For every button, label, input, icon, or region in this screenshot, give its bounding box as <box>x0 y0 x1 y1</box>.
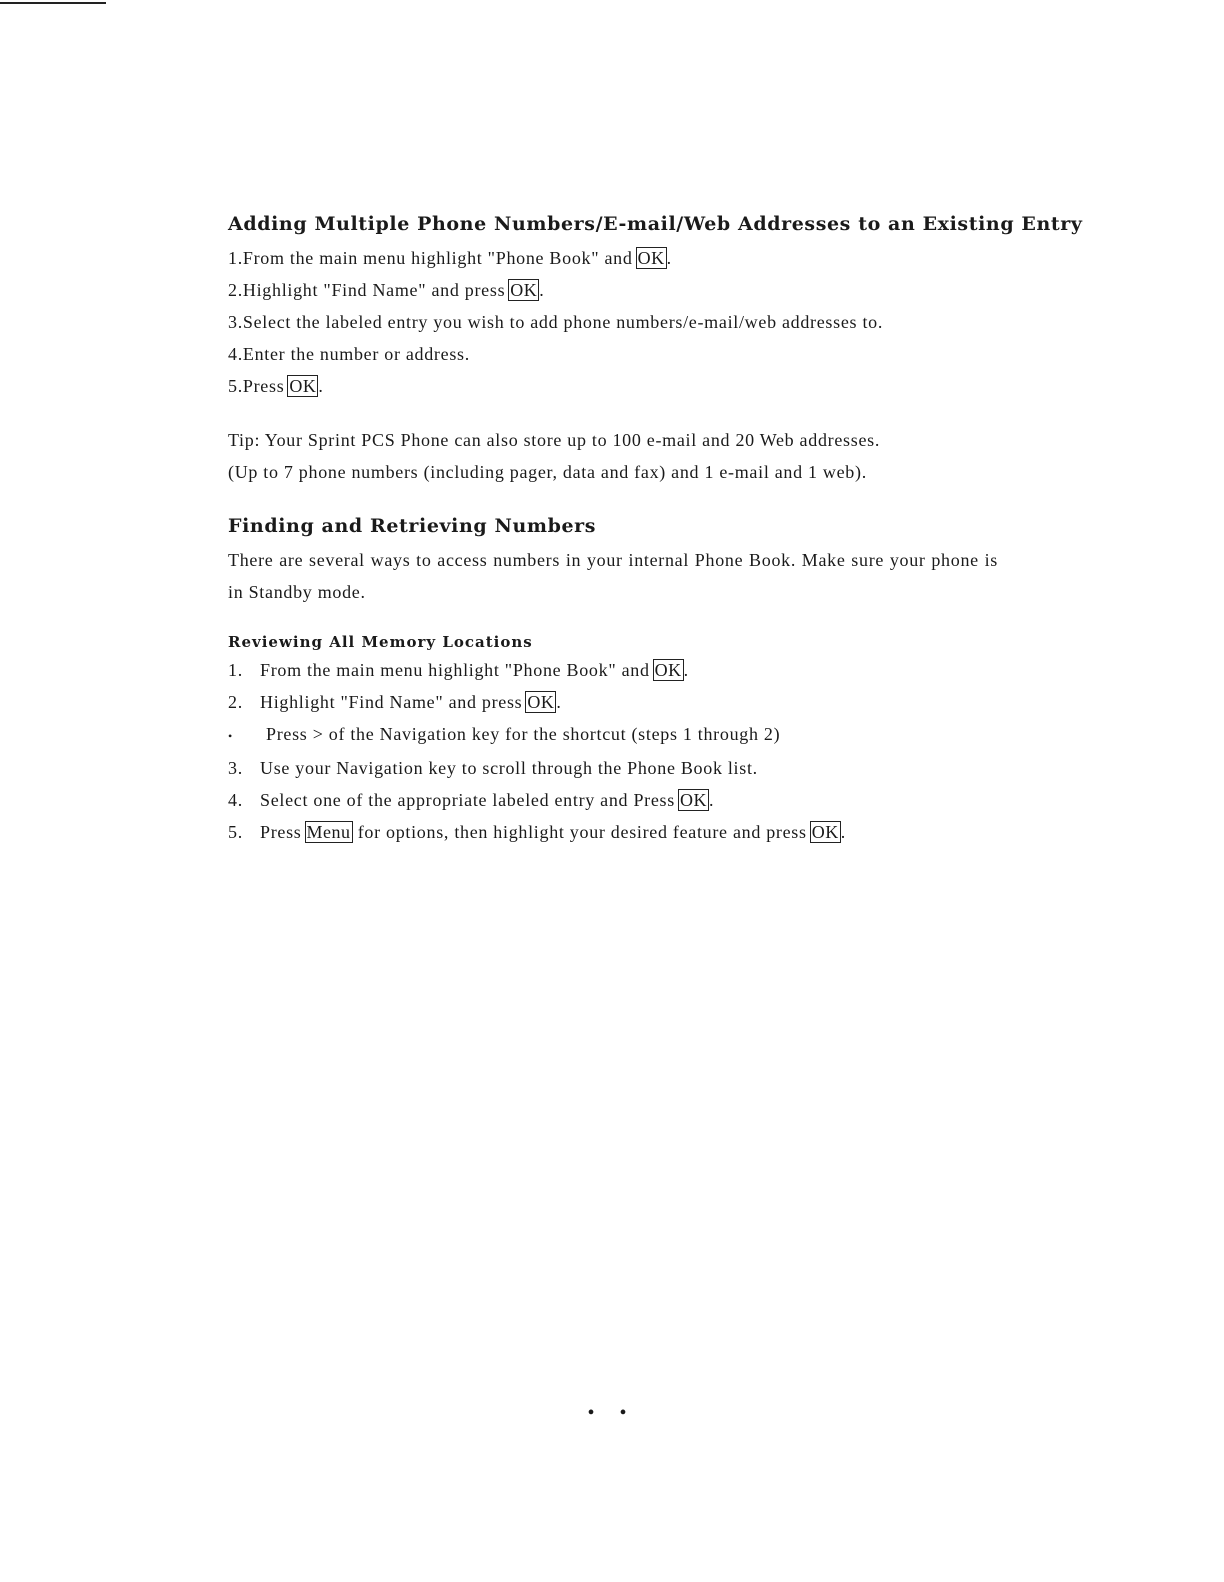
ok-key: OK <box>527 692 555 712</box>
intro-paragraph: There are several ways to access numbers in your internal Phone Book. Make sure your phone is in Standby mode. <box>228 550 998 602</box>
page-footer-dots: • • <box>587 1402 637 1424</box>
tip-line-2: (Up to 7 phone numbers (including pager, data and fax) and 1 e-mail and 1 web). <box>228 462 867 482</box>
section-heading-finding-numbers: Finding and Retrieving Numbers <box>228 515 597 537</box>
ok-key: OK <box>289 376 317 396</box>
list-item: • Press > of the Navigation key for the shortcut (steps 1 through 2) <box>228 718 998 752</box>
ok-key: OK <box>510 280 538 300</box>
step-1: 1.From the main menu highlight "Phone Book" and OK . <box>228 248 672 268</box>
step-3: 3.Select the labeled entry you wish to add phone numbers/e-mail/web addresses to. <box>228 312 884 332</box>
page-content <box>228 210 1083 848</box>
list-item: 1. From the main menu highlight "Phone Book" and OK . <box>228 660 689 680</box>
bullet-icon: • <box>228 729 233 743</box>
list-item: 2. Highlight "Find Name" and press OK . <box>228 692 562 712</box>
ok-key: OK <box>637 248 665 268</box>
step-4: 4.Enter the number or address. <box>228 344 470 364</box>
corner-rule <box>0 2 106 4</box>
ok-key: OK <box>679 790 707 810</box>
step-5: 5.Press OK . <box>228 376 324 396</box>
ok-key: OK <box>811 822 839 842</box>
list-item: 5. Press Menu for options, then highlight your desired feature and press OK . <box>228 822 846 842</box>
list-item: 4. Select one of the appropriate labeled entry and Press OK . <box>228 790 715 810</box>
list-item: 3. Use your Navigation key to scroll through the Phone Book list. <box>228 758 758 778</box>
section-heading-adding-numbers: Adding Multiple Phone Numbers/E-mail/Web Addresses to an Existing Entry <box>228 213 1083 235</box>
tip-line-1: Tip: Your Sprint PCS Phone can also store up to 100 e-mail and 20 Web addresses. <box>228 430 881 450</box>
menu-key: Menu <box>306 822 351 842</box>
step-2: 2.Highlight "Find Name" and press OK . <box>228 280 545 300</box>
sub-heading-reviewing-memory: Reviewing All Memory Locations <box>228 633 533 651</box>
ok-key: OK <box>654 660 682 680</box>
